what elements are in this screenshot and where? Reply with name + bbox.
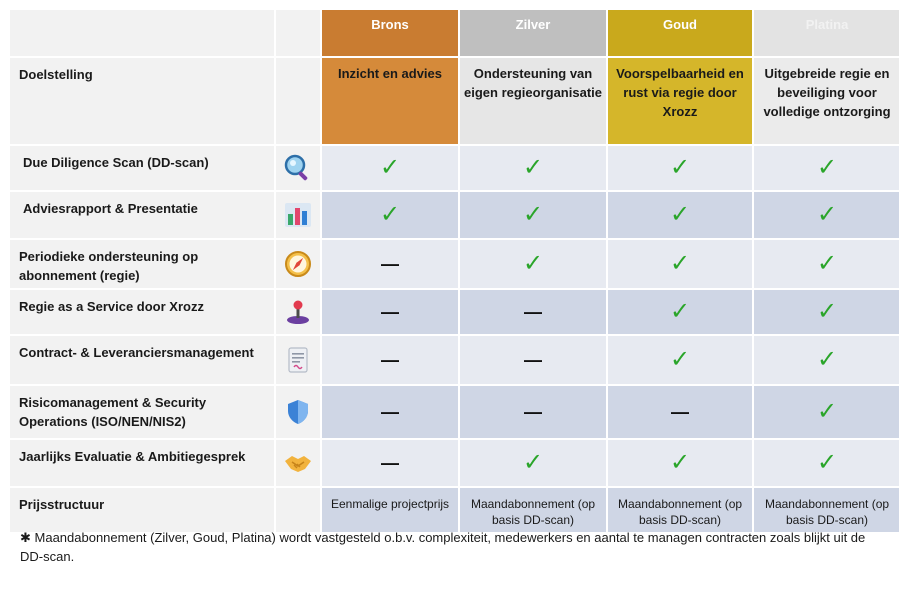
value-mark: — bbox=[381, 254, 399, 274]
value-cell bbox=[460, 386, 606, 438]
value-mark: — bbox=[381, 402, 399, 422]
value-cell bbox=[322, 336, 458, 384]
value-mark: ✓ bbox=[669, 298, 691, 325]
header-empty-cell bbox=[10, 10, 274, 56]
pricing-table bbox=[10, 10, 890, 532]
value-cell bbox=[322, 386, 458, 438]
feature-label: Regie as a Service door Xrozz bbox=[10, 290, 274, 334]
value-cell bbox=[608, 240, 752, 288]
value-mark: ✓ bbox=[816, 346, 838, 373]
feature-label: Risicomanagement & Security Operations (ISO/NEN/NIS2) bbox=[10, 386, 274, 438]
value-mark: ✓ bbox=[669, 154, 691, 181]
value-cell bbox=[754, 386, 899, 438]
feature-label: Adviesrapport & Presentatie bbox=[10, 192, 274, 238]
feature-label: Periodieke ondersteuning op abonnement (regie) bbox=[10, 240, 274, 288]
price-platina: Maandabonnement (op basis DD-scan) bbox=[754, 488, 899, 532]
shield-icon bbox=[276, 386, 320, 438]
value-mark: — bbox=[671, 402, 689, 422]
value-cell bbox=[754, 290, 899, 334]
value-cell bbox=[608, 290, 752, 334]
value-mark: ✓ bbox=[816, 398, 838, 425]
value-cell bbox=[754, 240, 899, 288]
tier-header-brons: Brons bbox=[322, 10, 458, 56]
value-mark: ✓ bbox=[522, 250, 544, 277]
goal-icon-cell bbox=[276, 58, 320, 144]
value-cell bbox=[460, 336, 606, 384]
value-cell bbox=[322, 440, 458, 486]
value-cell bbox=[322, 146, 458, 190]
price-goud: Maandabonnement (op basis DD-scan) bbox=[608, 488, 752, 532]
value-mark: ✓ bbox=[522, 154, 544, 181]
pricing-icon-cell bbox=[276, 488, 320, 532]
value-cell bbox=[608, 336, 752, 384]
value-mark: — bbox=[381, 350, 399, 370]
tier-header-goud: Goud bbox=[608, 10, 752, 56]
tier-header-platina: Platina bbox=[754, 10, 899, 56]
header-empty-icon-cell bbox=[276, 10, 320, 56]
value-mark: ✓ bbox=[522, 201, 544, 228]
value-mark: — bbox=[524, 402, 542, 422]
value-mark: ✓ bbox=[379, 201, 401, 228]
magnifier-icon bbox=[276, 146, 320, 190]
price-brons: Eenmalige projectprijs bbox=[322, 488, 458, 532]
footnote: ✱ Maandabonnement (Zilver, Goud, Platina) wordt vastgesteld o.b.v. complexiteit, medewerkers en aantal te managen contracten zoals blijkt uit de DD-scan. bbox=[20, 530, 866, 564]
value-cell bbox=[322, 192, 458, 238]
value-mark: ✓ bbox=[669, 449, 691, 476]
value-mark: ✓ bbox=[379, 154, 401, 181]
value-cell bbox=[322, 290, 458, 334]
goal-zilver: Ondersteuning van eigen regieorganisatie bbox=[460, 58, 606, 144]
value-cell bbox=[754, 146, 899, 190]
value-cell bbox=[754, 440, 899, 486]
value-mark: — bbox=[524, 302, 542, 322]
value-cell bbox=[754, 336, 899, 384]
price-zilver: Maandabonnement (op basis DD-scan) bbox=[460, 488, 606, 532]
value-cell bbox=[460, 290, 606, 334]
goal-brons: Inzicht en advies bbox=[322, 58, 458, 144]
value-mark: ✓ bbox=[669, 201, 691, 228]
goal-platina: Uitgebreide regie en beveiliging voor volledige ontzorging bbox=[754, 58, 899, 144]
value-mark: — bbox=[524, 350, 542, 370]
value-cell bbox=[608, 146, 752, 190]
value-mark: — bbox=[381, 453, 399, 473]
document-icon bbox=[276, 336, 320, 384]
value-cell bbox=[460, 240, 606, 288]
handshake-icon bbox=[276, 440, 320, 486]
value-cell bbox=[608, 386, 752, 438]
value-cell bbox=[460, 440, 606, 486]
value-cell bbox=[608, 192, 752, 238]
joystick-icon bbox=[276, 290, 320, 334]
value-mark: ✓ bbox=[522, 449, 544, 476]
value-cell bbox=[460, 192, 606, 238]
value-mark: ✓ bbox=[816, 201, 838, 228]
value-cell bbox=[460, 146, 606, 190]
compass-icon bbox=[276, 240, 320, 288]
feature-label: Jaarlijks Evaluatie & Ambitiegesprek bbox=[10, 440, 274, 486]
value-mark: ✓ bbox=[669, 346, 691, 373]
value-mark: ✓ bbox=[669, 250, 691, 277]
value-mark: ✓ bbox=[816, 154, 838, 181]
goal-goud: Voorspelbaarheid en rust via regie door Xrozz bbox=[608, 58, 752, 144]
value-cell bbox=[608, 440, 752, 486]
feature-label: Due Diligence Scan (DD-scan) bbox=[10, 146, 274, 190]
tier-header-zilver: Zilver bbox=[460, 10, 606, 56]
pricing-label: Prijsstructuur bbox=[10, 488, 274, 532]
value-mark: ✓ bbox=[816, 449, 838, 476]
value-mark: — bbox=[381, 302, 399, 322]
value-mark: ✓ bbox=[816, 250, 838, 277]
value-mark: ✓ bbox=[816, 298, 838, 325]
feature-label: Contract- & Leveranciersmanagement bbox=[10, 336, 274, 384]
value-cell bbox=[754, 192, 899, 238]
value-cell bbox=[322, 240, 458, 288]
bar-chart-icon bbox=[276, 192, 320, 238]
goal-label: Doelstelling bbox=[10, 58, 274, 144]
